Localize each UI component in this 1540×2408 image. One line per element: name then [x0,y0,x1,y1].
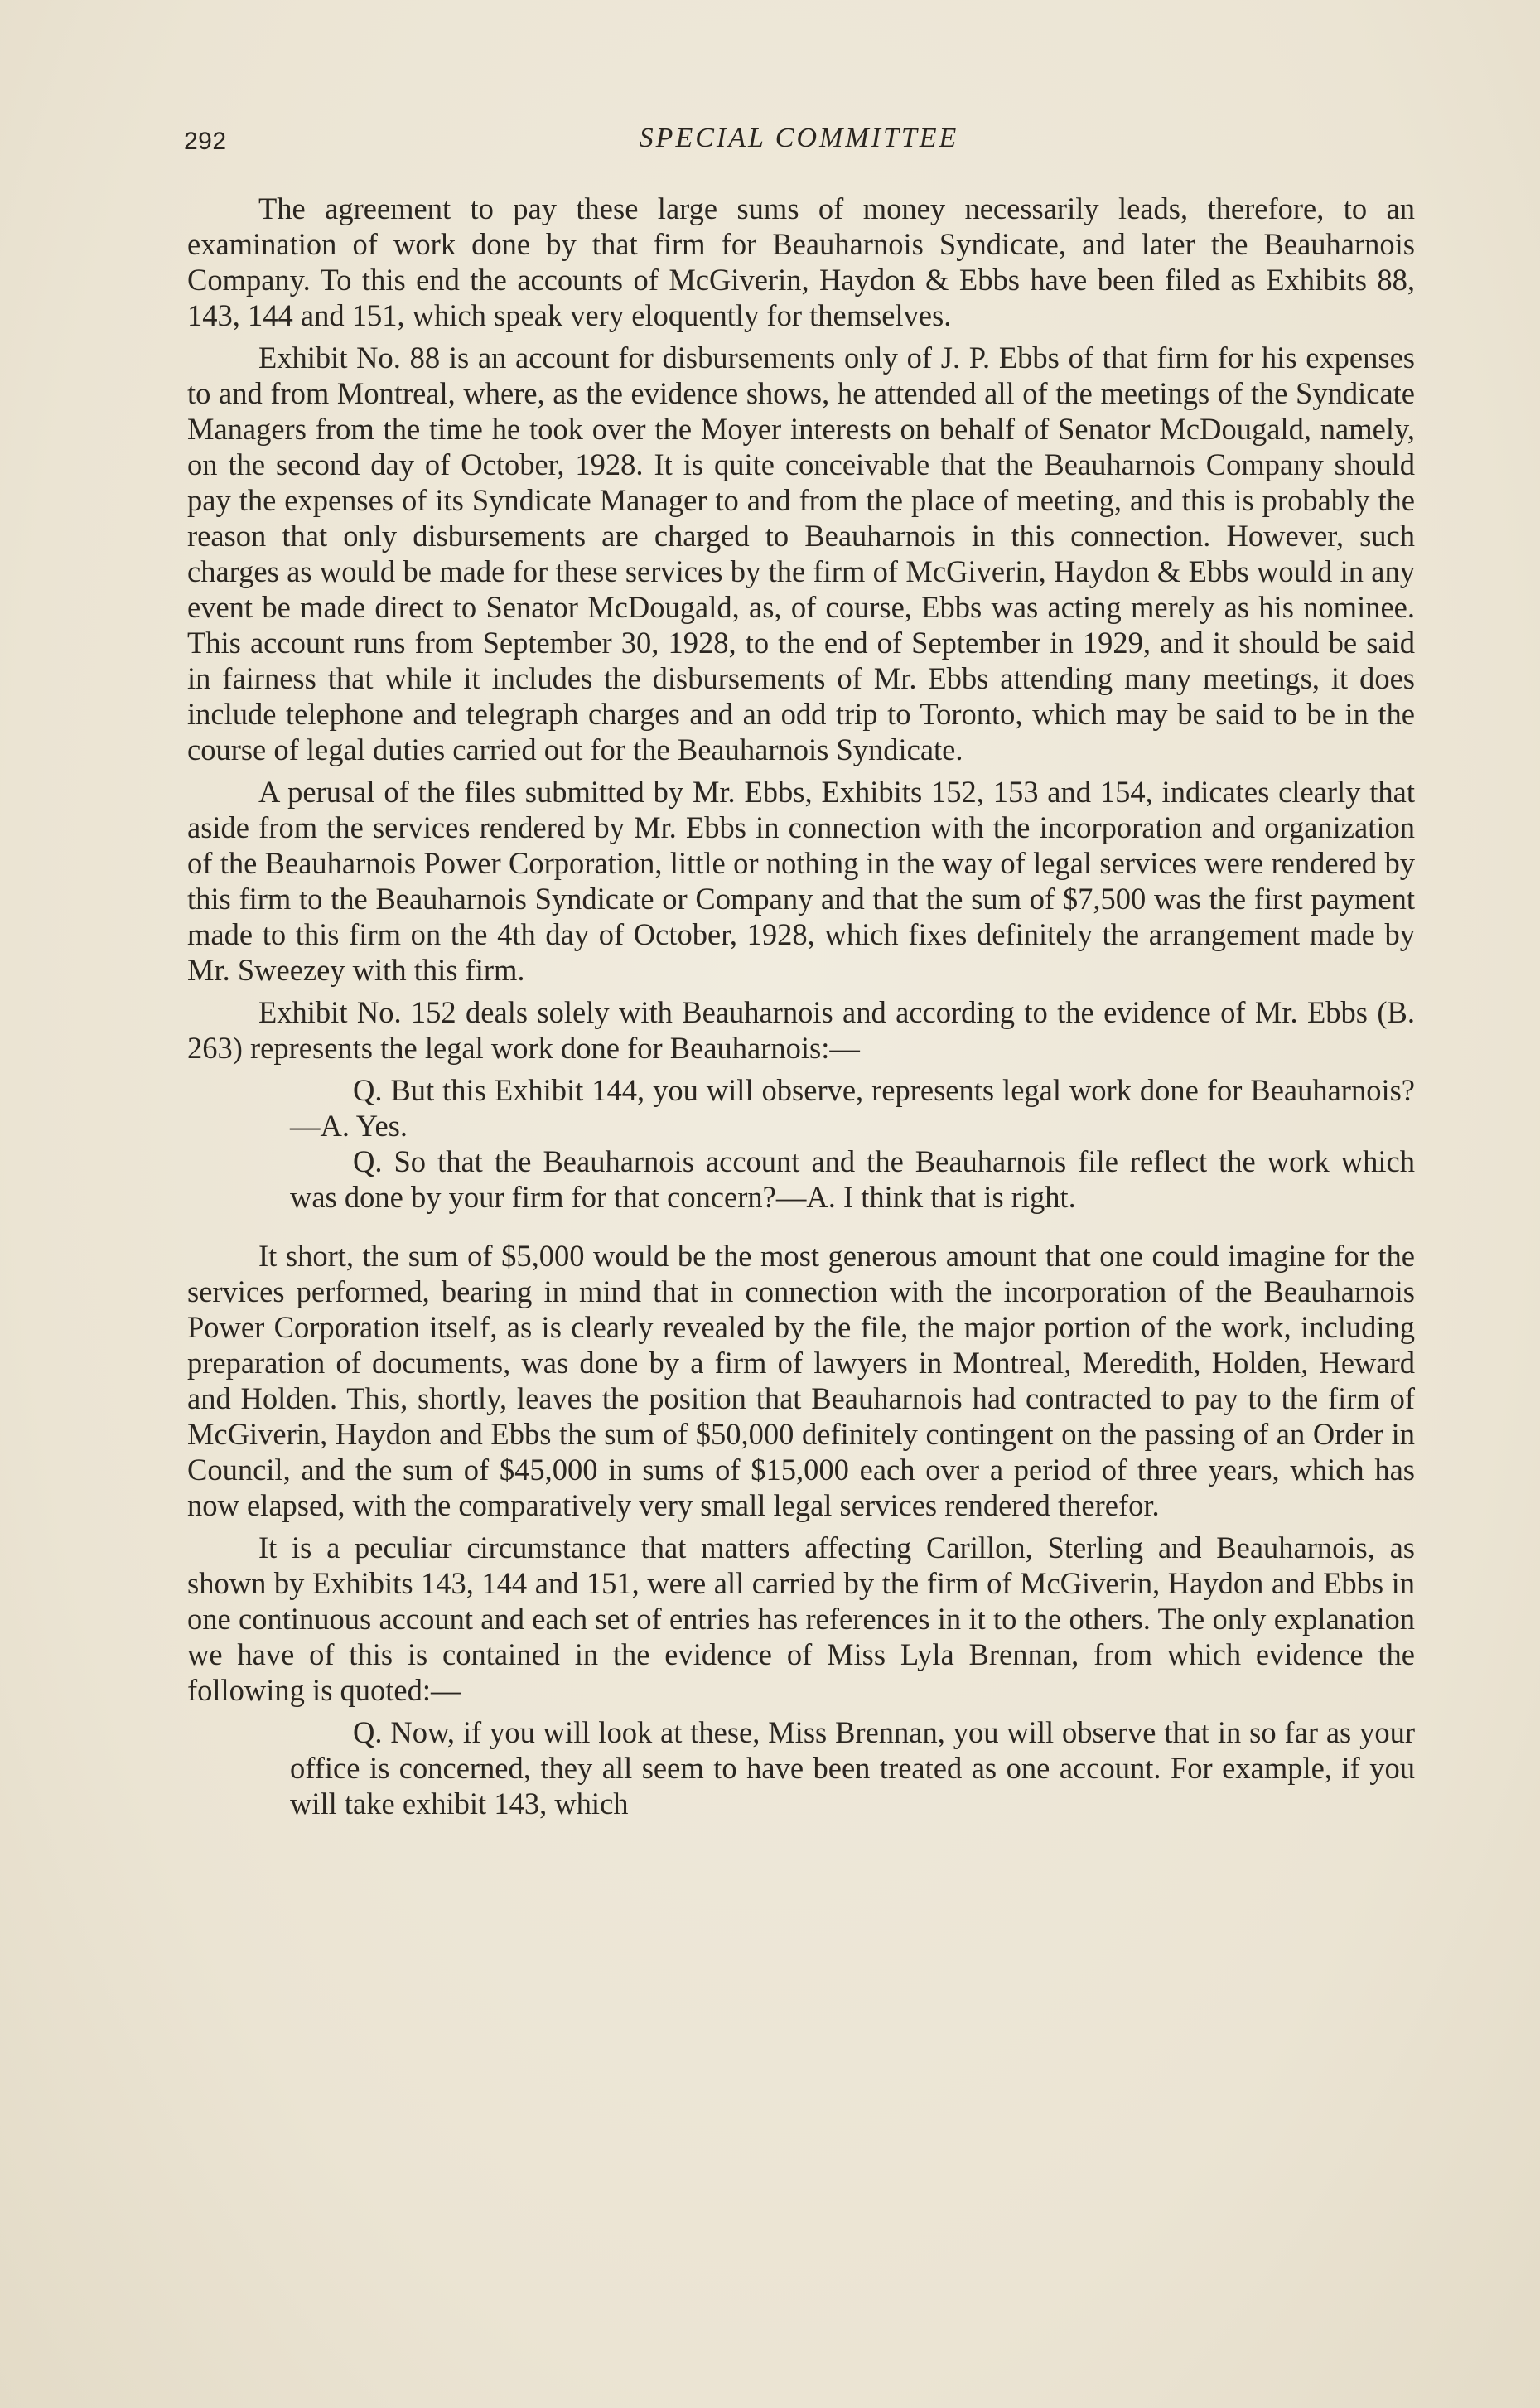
quoted-testimony: Q. So that the Beauharnois account and the Beauharnois file reflect the work which was done by your firm for that concern?—A. I think that is right. [290,1144,1415,1214]
page-number: 292 [184,128,227,155]
paragraph: The agreement to pay these large sums of money necessarily leads, therefore, to an examination of work done by that firm for Beauharnois Syndicate, and later the Beauharnois Company. To this end the accounts of McGiverin, Haydon & Ebbs have been filed as Exhibits 88, 143, 144 and 151, which speak very eloquently for themselves. [187,191,1415,332]
quoted-testimony: Q. But this Exhibit 144, you will observe, represents legal work done for Beauharnois?—A. Yes. [290,1073,1415,1143]
running-head: SPECIAL COMMITTEE [639,123,959,153]
body-text [187,191,1415,1821]
paragraph: A perusal of the files submitted by Mr. Ebbs, Exhibits 152, 153 and 154, indicates clearly that aside from the services rendered by Mr. Ebbs in connection with the incorporation and organization of the Beauharnois Power Corporation, little or nothing in the way of legal services were rendered by this firm to the Beauharnois Syndicate or Company and that the sum of $7,500 was the first payment made to this firm on the 4th day of October, 1928, which fixes definitely the arrangement made by Mr. Sweezey with this firm. [187,775,1415,987]
paragraph: Exhibit No. 152 deals solely with Beauharnois and according to the evidence of Mr. Ebbs (B. 263) represents the legal work done for Beauharnois:— [187,995,1415,1065]
paragraph: Exhibit No. 88 is an account for disbursements only of J. P. Ebbs of that firm for his expenses to and from Montreal, where, as the evidence shows, he attended all of the meetings of the Syndicate Managers from the time he took over the Moyer interests on behalf of Senator McDougald, namely, on the second day of October, 1928. It is quite conceivable that the Beauharnois Company should pay the expenses of its Syndicate Manager to and from the place of meeting, and this is probably the reason that only disbursements are charged to Beauharnois in this connection. However, such charges as would be made for these services by the firm of McGiverin, Haydon & Ebbs would in any event be made direct to Senator McDougald, as, of course, Ebbs was acting merely as his nominee. This account runs from September 30, 1928, to the end of September in 1929, and it should be said in fairness that while it includes the disbursements of Mr. Ebbs attending many meetings, it does include telephone and telegraph charges and an odd trip to Toronto, which may be said to be in the course of legal duties carried out for the Beauharnois Syndicate. [187,341,1415,766]
page-header [184,123,1414,164]
quoted-testimony: Q. Now, if you will look at these, Miss Brennan, you will observe that in so far as your office is concerned, they all seem to have been treated as one account. For example, if you will take exhibit 143, which [290,1715,1415,1821]
paragraph: It is a peculiar circumstance that matters affecting Carillon, Sterling and Beauharnois, as shown by Exhibits 143, 144 and 151, were all carried by the firm of McGiverin, Haydon and Ebbs in one continuous account and each set of entries has references in it to the others. The only explanation we have of this is contained in the evidence of Miss Lyla Brennan, from which evidence the following is quoted:— [187,1530,1415,1707]
paragraph: It short, the sum of $5,000 would be the most generous amount that one could imagine for the services performed, bearing in mind that in connection with the incorporation of the Beauharnois Power Corporation itself, as is clearly revealed by the file, the major portion of the work, including preparation of documents, was done by a firm of lawyers in Montreal, Meredith, Holden, Heward and Holden. This, shortly, leaves the position that Beauharnois had contracted to pay to the firm of McGiverin, Haydon and Ebbs the sum of $50,000 definitely contingent on the passing of an Order in Council, and the sum of $45,000 in sums of $15,000 each over a period of three years, which has now elapsed, with the comparatively very small legal services rendered therefor. [187,1239,1415,1522]
